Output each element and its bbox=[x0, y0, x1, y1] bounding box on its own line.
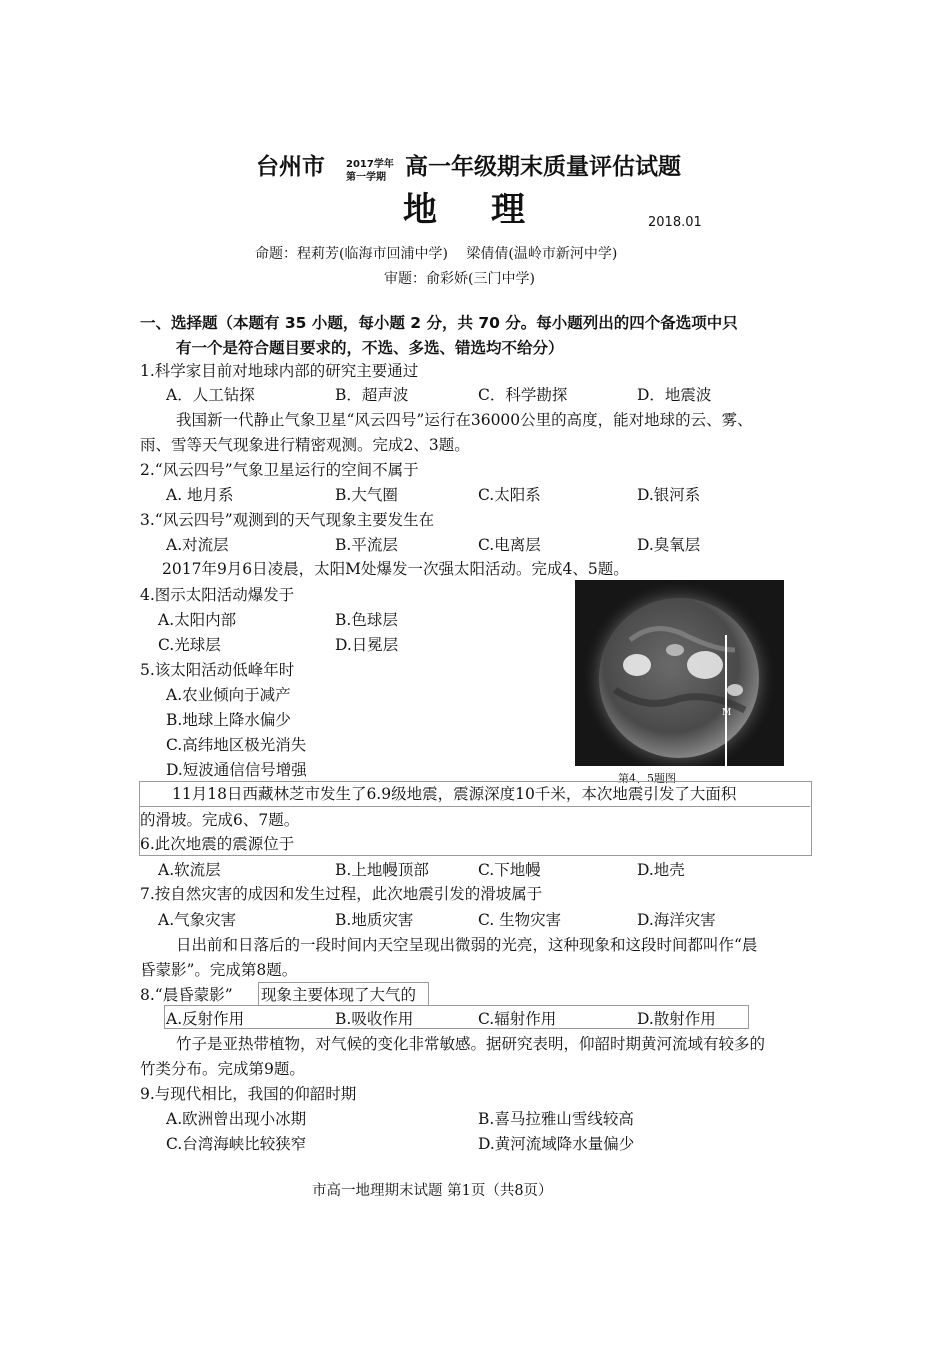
sun-figure bbox=[575, 580, 784, 766]
q1-option-c: C．科学勘探 bbox=[478, 386, 568, 404]
q9-option-d: D.黄河流域降水量偏少 bbox=[478, 1135, 635, 1153]
header-city: 台州市 bbox=[256, 154, 325, 180]
q5-option-b: B.地球上降水偏少 bbox=[166, 711, 291, 729]
q2-option-b: B.大气圈 bbox=[335, 486, 398, 504]
section-heading-line2: 有一个是符合题目要求的，不选、多选、错选均不给分） bbox=[176, 339, 564, 357]
intro-q6-7-line2: 的滑坡。完成6、7题。 bbox=[140, 811, 300, 829]
q6-option-a: A.软流层 bbox=[158, 861, 221, 879]
q8-option-b: B.吸收作用 bbox=[335, 1010, 414, 1028]
q7-stem: 7.按自然灾害的成因和发生过程，此次地震引发的滑坡属于 bbox=[140, 885, 543, 903]
q4-stem: 4.图示太阳活动爆发于 bbox=[140, 586, 295, 604]
subject-title: 地理 bbox=[403, 190, 579, 230]
sun-image bbox=[575, 580, 784, 766]
q7-option-b: B.地质灾害 bbox=[335, 911, 414, 929]
q8-option-a: A.反射作用 bbox=[166, 1010, 245, 1028]
q7-option-c: C. 生物灾害 bbox=[478, 911, 562, 929]
figure-caption: 第4、5题图 bbox=[618, 772, 676, 785]
intro-q9-line2: 竹类分布。完成第9题。 bbox=[140, 1060, 305, 1078]
q2-option-a: A. 地月系 bbox=[166, 486, 234, 504]
q5-option-d: D.短波通信信号增强 bbox=[166, 761, 307, 779]
q1-stem: 1.科学家目前对地球内部的研究主要通过 bbox=[140, 362, 419, 380]
q3-option-b: B.平流层 bbox=[335, 536, 398, 554]
q3-option-a: A.对流层 bbox=[166, 536, 229, 554]
intro-q2-3-line1: 我国新一代静止气象卫星“风云四号”运行在36000公里的高度，能对地球的云、雾、 bbox=[176, 411, 753, 429]
q4-option-c: C.光球层 bbox=[158, 636, 221, 654]
q9-option-b: B.喜马拉雅山雪线较高 bbox=[478, 1110, 634, 1128]
q6-option-c: C.下地幔 bbox=[478, 861, 541, 879]
section-heading-line1: 一、选择题（本题有 35 小题，每小题 2 分，共 70 分。每小题列出的四个备选项中只 bbox=[140, 314, 738, 332]
q3-stem: 3.“风云四号”观测到的天气现象主要发生在 bbox=[140, 511, 435, 529]
q8-option-d: D.散射作用 bbox=[637, 1010, 716, 1028]
box-divider bbox=[139, 806, 810, 807]
q3-option-c: C.电离层 bbox=[478, 536, 541, 554]
q5-stem: 5.该太阳活动低峰年时 bbox=[140, 661, 295, 679]
header-school-year: 2017学年 bbox=[346, 159, 394, 170]
intro-q8-line2: 昏蒙影”。完成第8题。 bbox=[140, 961, 298, 979]
q9-option-a: A.欧洲曾出现小冰期 bbox=[166, 1110, 307, 1128]
q2-stem: 2.“风云四号”气象卫星运行的空间不属于 bbox=[140, 461, 419, 479]
figure-label-m: M bbox=[722, 708, 732, 718]
q1-option-b: B．超声波 bbox=[335, 386, 409, 404]
q8-option-c: C.辐射作用 bbox=[478, 1010, 557, 1028]
q4-option-a: A.太阳内部 bbox=[158, 611, 237, 629]
header-semester: 第一学期 bbox=[346, 172, 386, 183]
intro-q9-line1: 竹子是亚热带植物，对气候的变化非常敏感。据研究表明，仰韶时期黄河流域有较多的 bbox=[176, 1035, 766, 1053]
q2-option-c: C.太阳系 bbox=[478, 486, 541, 504]
q9-stem: 9.与现代相比，我国的仰韶时期 bbox=[140, 1085, 357, 1103]
intro-q2-3-line2: 雨、雪等天气现象进行精密观测。完成2、3题。 bbox=[140, 436, 470, 454]
intro-q4-5: 2017年9月6日凌晨，太阳M处爆发一次强太阳活动。完成4、5题。 bbox=[162, 560, 629, 578]
reviewer-line: 审题：俞彩娇(三门中学) bbox=[384, 271, 535, 287]
intro-q8-line1: 日出前和日落后的一段时间内天空呈现出微弱的光亮，这种现象和这段时间都叫作“晨 bbox=[176, 936, 758, 954]
exam-title: 高一年级期末质量评估试题 bbox=[405, 154, 681, 180]
authors-line: 命题：程莉芳(临海市回浦中学) 梁倩倩(温岭市新河中学) bbox=[255, 246, 618, 262]
q6-option-d: D.地壳 bbox=[637, 861, 685, 879]
q3-option-d: D.臭氧层 bbox=[637, 536, 701, 554]
q4-option-b: B.色球层 bbox=[335, 611, 398, 629]
q7-option-a: A.气象灾害 bbox=[158, 911, 237, 929]
q8-stem-b: 现象主要体现了大气的 bbox=[261, 986, 417, 1004]
q9-option-c: C.台湾海峡比较狭窄 bbox=[166, 1135, 307, 1153]
q8-stem-a: 8.“晨昏蒙影” bbox=[140, 986, 233, 1004]
q2-option-d: D.银河系 bbox=[637, 486, 701, 504]
intro-q6-7-line1: 11月18日西藏林芝市发生了6.9级地震，震源深度10千米，本次地震引发了大面积 bbox=[172, 785, 737, 803]
q5-option-c: C.高纬地区极光消失 bbox=[166, 736, 307, 754]
q6-option-b: B.上地幔顶部 bbox=[335, 861, 429, 879]
q6-stem: 6.此次地震的震源位于 bbox=[140, 835, 295, 853]
q4-option-d: D.日冕层 bbox=[335, 636, 399, 654]
exam-date: 2018.01 bbox=[648, 215, 702, 230]
page-footer: 市高一地理期末试题 第1页（共8页） bbox=[312, 1183, 553, 1199]
q7-option-d: D.海洋灾害 bbox=[637, 911, 716, 929]
q5-option-a: A.农业倾向于减产 bbox=[166, 686, 291, 704]
q1-option-a: A．人工钻探 bbox=[166, 386, 255, 404]
q1-option-d: D．地震波 bbox=[637, 386, 712, 404]
